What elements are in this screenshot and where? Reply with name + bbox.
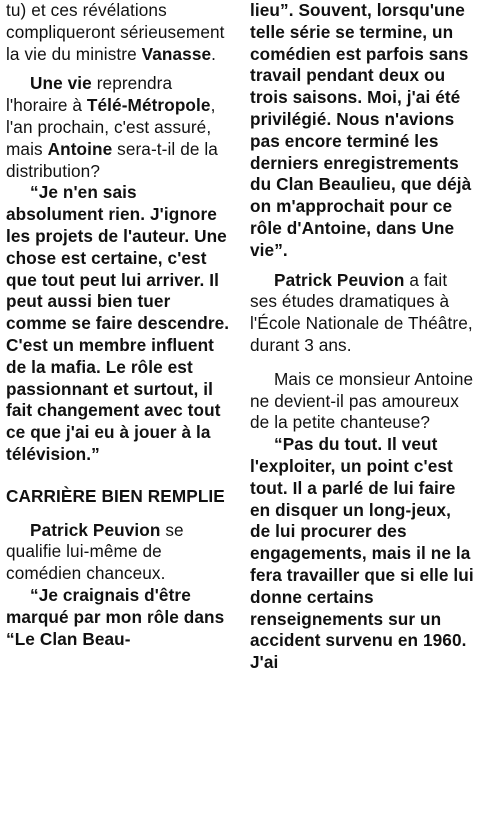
- quote-paragraph: “Je n'en sais absolument rien. J'ignore les projets de l'auteur. Une chose est certaine, c'est que tout peut lui arriver. Il peut aussi bien tuer comme se faire descendre. C'est un membre influent de la mafia. Le rôle est passionnant et surtout, il fait changement avec tout ce que j'ai eu à jouer à la télévision.”: [6, 182, 230, 464]
- character-name: Antoine: [47, 138, 113, 159]
- intro-end: .: [211, 43, 217, 64]
- person-name: Patrick Peuvion: [274, 269, 405, 290]
- text-segment: a fait ses études dramatiques à l'École Nationale de Théâtre, durant 3 ans.: [250, 269, 473, 355]
- right-column: [250, 0, 476, 829]
- section-heading: CARRIÈRE BIEN REMPLIE: [6, 485, 225, 506]
- intro-text: tu) et ces révélations compliqueront sérieusement la vie du ministre: [6, 0, 225, 64]
- text-segment: sera-t-il de la distribution?: [6, 138, 218, 181]
- show-title: Une vie: [30, 73, 92, 94]
- question-paragraph: Mais ce monsieur Antoine ne devient-il pas amoureux de la petite chanteuse?: [250, 368, 474, 433]
- paragraph-studies: [250, 270, 476, 357]
- text-segment: , l'an prochain, c'est assuré, mais: [6, 95, 216, 159]
- quote-paragraph: “Pas du tout. Il veut l'exploiter, un point c'est tout. Il a parlé de lui faire en disquer un long-jeux, de lui procurer des engagements, mais il ne la fera travailler que si elle lui donne certains renseignements sur un accident survenu en 1960. J'ai: [250, 434, 474, 673]
- person-name: Patrick Peuvion: [30, 519, 161, 540]
- name-vanasse: Vanasse: [141, 43, 212, 64]
- left-column: [6, 0, 232, 829]
- station-name: Télé-Métropole: [86, 95, 211, 116]
- quote-continued: lieu”. Souvent, lorsqu'une telle série se termine, un comédien est parfois sans travail pendant deux ou trois saisons. Moi, j'ai été privilégié. Nous n'avions pas encore terminé les derniers enregistrements du Clan Beaulieu, que déjà on m'approchait pour ce rôle d'Antoine, dans Une vie”.: [250, 0, 472, 260]
- paragraph-une-vie: [6, 73, 232, 182]
- text-segment: se qualifie lui-même de comédien chanceux.: [6, 519, 184, 584]
- text-segment: reprendra l'horaire à: [6, 73, 173, 116]
- paragraph-intro: [6, 0, 232, 65]
- quote-paragraph: “Je craignais d'être marqué par mon rôle dans “Le Clan Beau-: [6, 584, 225, 649]
- paragraph-peuvion: [6, 520, 232, 585]
